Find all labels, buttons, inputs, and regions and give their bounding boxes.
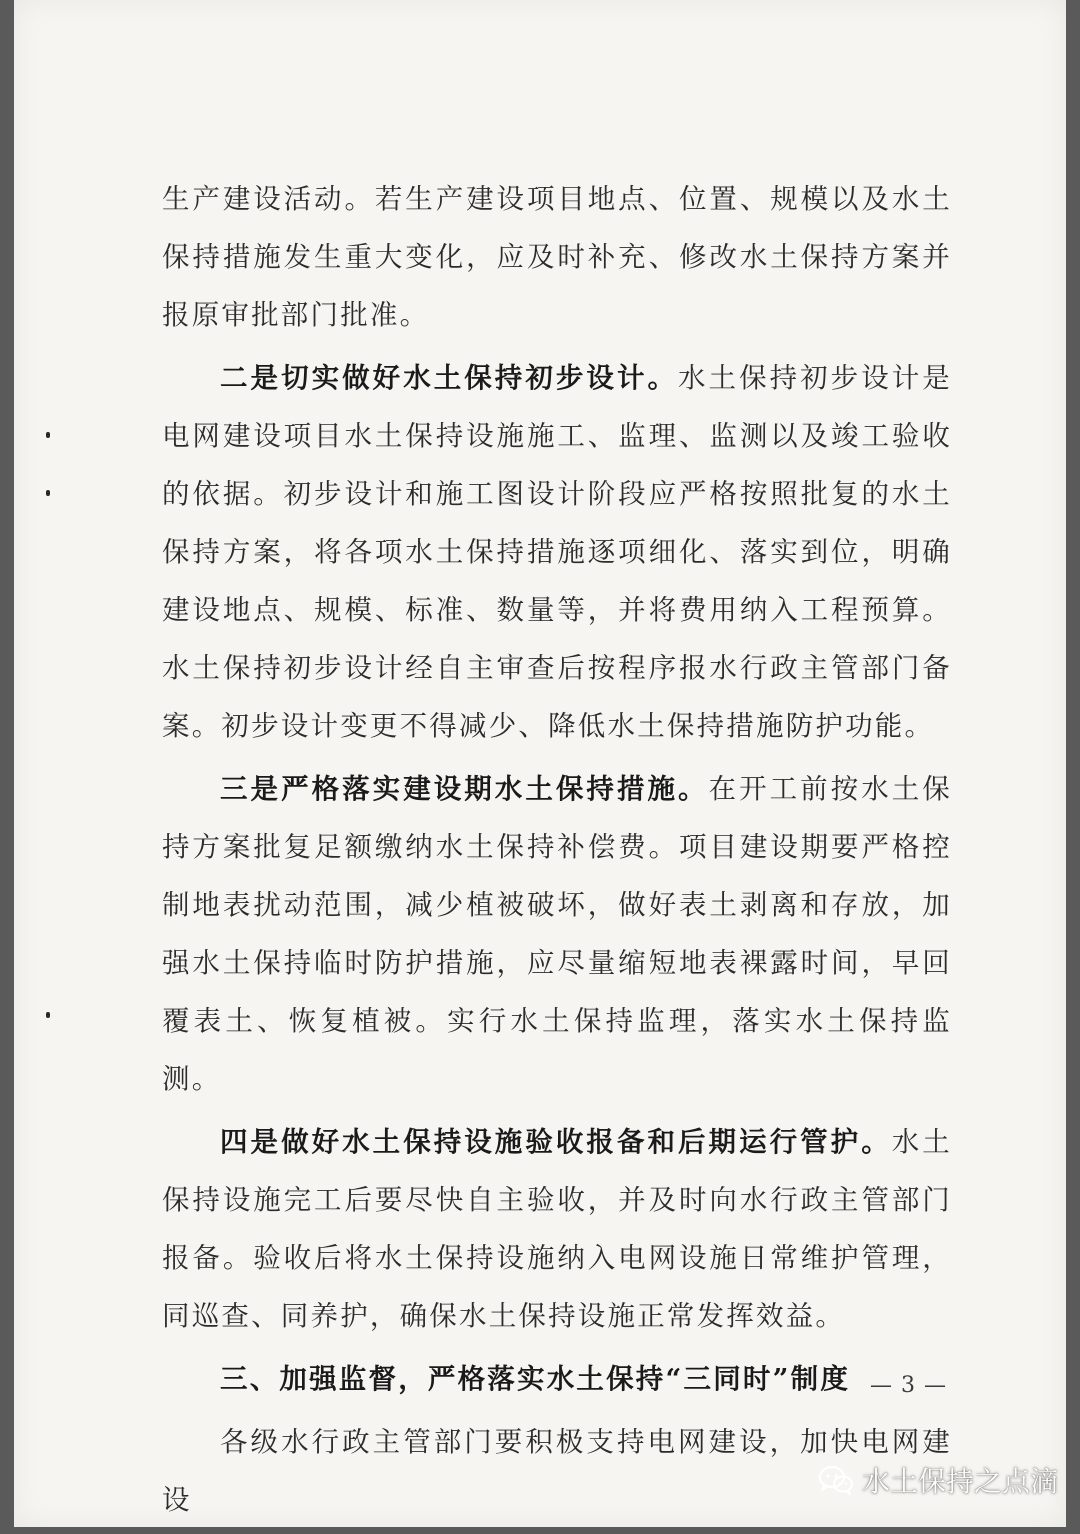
wechat-icon: [818, 1465, 854, 1495]
binding-mark: [46, 490, 50, 496]
paragraph-text: 生产建设活动。若生产建设项目地点、位置、规模以及水土保持措施发生重大变化，应及时补充、修改水土保持方案并报原审批部门批准。: [162, 183, 952, 331]
paragraph-text: 水土保持设施完工后要尽快自主验收，并及时向水行政主管部门报备。验收后将水土保持设施纳入电网设施日常维护管理，同巡查、同养护，确保水土保持设施正常发挥效益。: [162, 1126, 952, 1332]
paragraph-text: 在开工前按水土保持方案批复足额缴纳水土保持补偿费。项目建设期要严格控制地表扰动范围，减少植被破坏，做好表土剥离和存放，加强水土保持临时防护措施，应尽量缩短地表裸露时间，早回覆表土、恢复植被。实行水土保持监理，落实水土保持监测。: [162, 773, 952, 1095]
paragraph-item-3: [162, 760, 952, 1108]
binding-mark: [46, 432, 50, 438]
paragraph-lead: 二是切实做好水土保持初步设计。: [220, 362, 679, 394]
paragraph-text: 各级水行政主管部门要积极支持电网建设，加快电网建设: [162, 1426, 952, 1516]
paragraph-continuation: [162, 170, 952, 344]
paragraph-lead: 三是严格落实建设期水土保持措施。: [220, 773, 709, 805]
paragraph-item-2: [162, 349, 952, 755]
paragraph-lead: 四是做好水土保持设施验收报备和后期运行管护。: [220, 1126, 892, 1158]
binding-mark: [46, 1012, 50, 1018]
document-body: [162, 170, 952, 1534]
page-number: — 3 —: [870, 1373, 947, 1398]
watermark: [818, 1460, 1058, 1500]
watermark-text: 水土保持之点滴: [862, 1465, 1059, 1498]
paragraph-item-4: [162, 1113, 952, 1345]
section-heading: 三、加强监督，严格落实水土保持“三同时”制度: [220, 1363, 851, 1395]
paragraph-text: 水土保持初步设计是电网建设项目水土保持设施施工、监理、监测以及竣工验收的依据。初步设计和施工图设计阶段应严格按照批复的水土保持方案，将各项水土保持措施逐项细化、落实到位，明确建设地点、规模、标准、数量等，并将费用纳入工程预算。水土保持初步设计经自主审查后按程序报水行政主管部门备案。初步设计变更不得减少、降低水土保持措施防护功能。: [162, 362, 952, 742]
